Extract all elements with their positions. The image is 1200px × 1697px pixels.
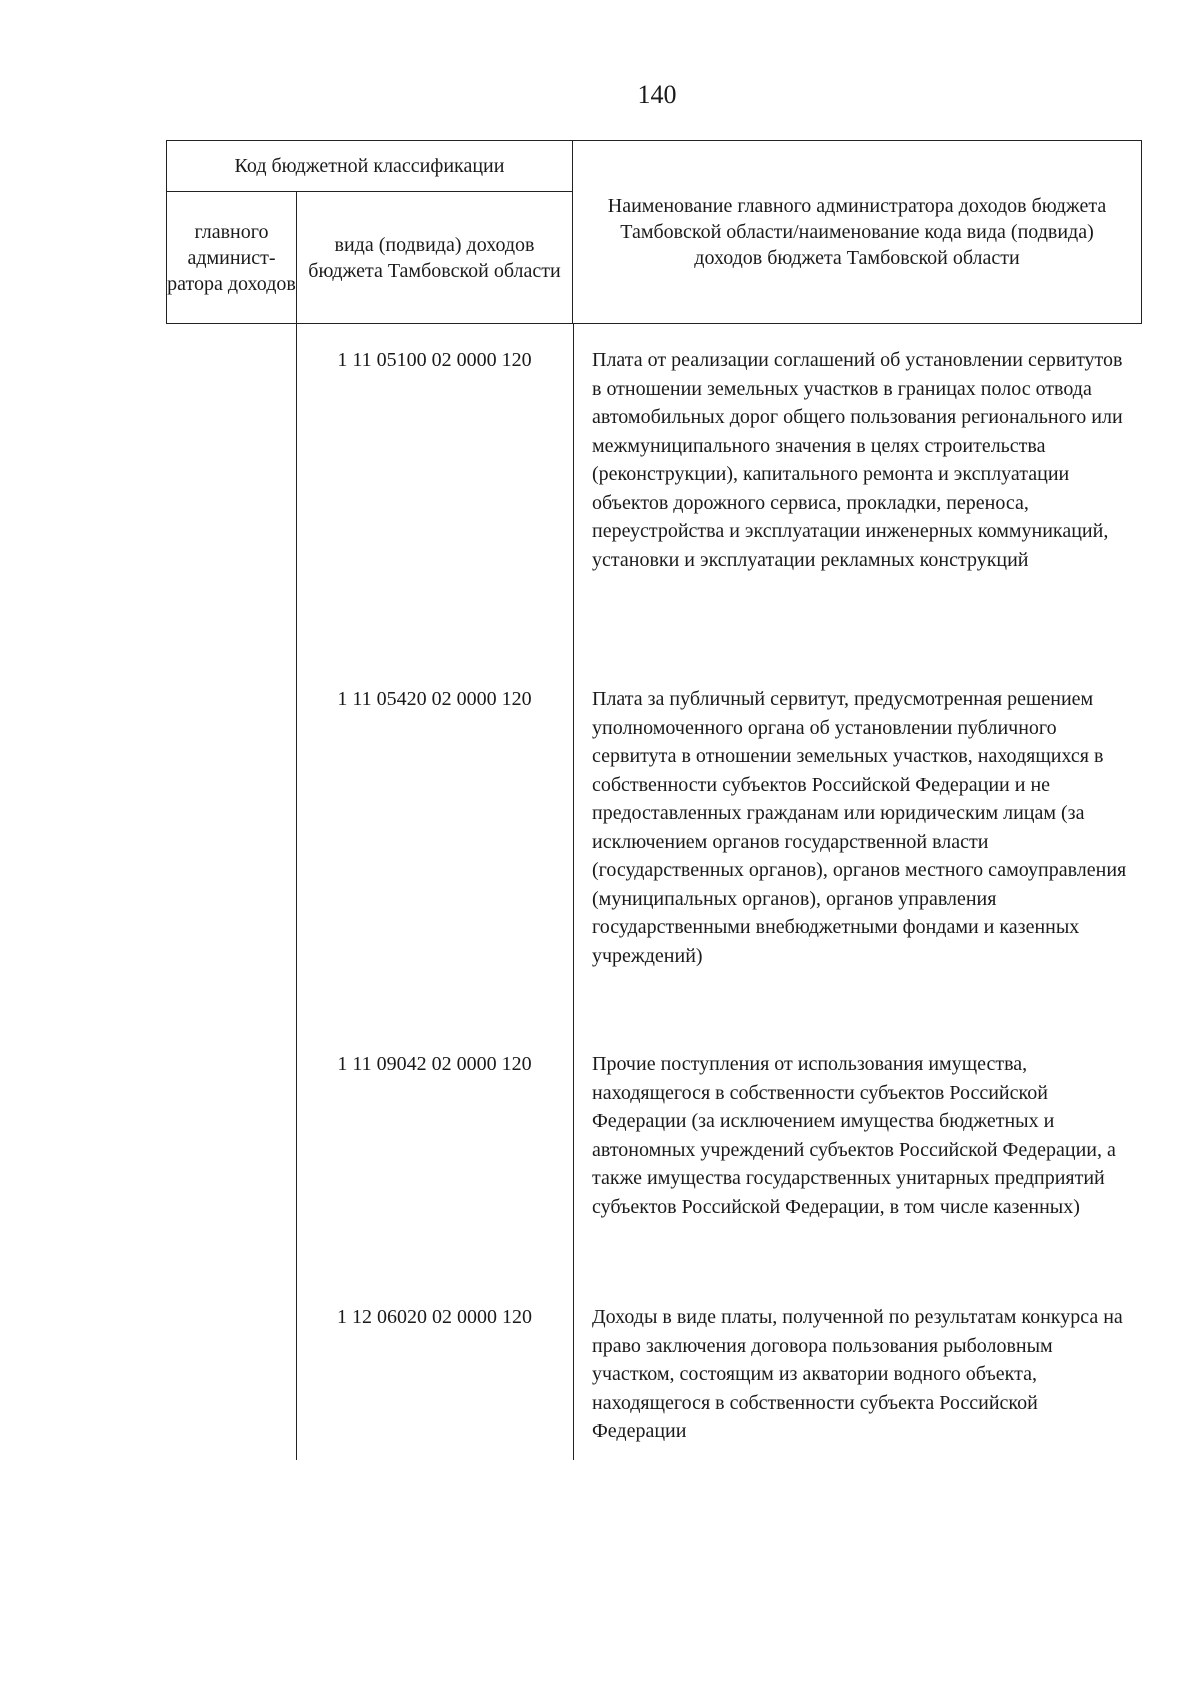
income-name: Прочие поступления от использования имущества, находящегося в собственности субъектов Российской Федерации (за исключением имущества бюджетных и автономных учреждений субъектов Российской Федерации, а также имущества государственных унитарных предприятий субъектов Российской Федерации, в том числе казенных) — [592, 1053, 1116, 1218]
income-code: 1 11 09042 02 0000 120 — [337, 1053, 532, 1075]
column-divider — [296, 324, 297, 1460]
income-code: 1 11 05100 02 0000 120 — [337, 349, 532, 371]
header-group-label: Код бюджетной классификации — [234, 155, 505, 177]
income-name: Плата от реализации соглашений об установлении сервитутов в отношении земельных участков в границах полос отвода автомобильных дорог общего пользования регионального или межмуниципального значения в целях строительства (реконструкции), капитального ремонта и эксплуатации объектов дорожного сервиса, прокладки, переноса, переустройства и эксплуатации инженерных коммуникаций, установки и эксплуатации рекламных конструкций — [592, 349, 1123, 571]
income-code: 1 11 05420 02 0000 120 — [337, 688, 532, 710]
column-divider — [573, 324, 574, 1460]
header-admin-label: главного админист-ратора доходов — [167, 221, 296, 295]
header-name-label: Наименование главного администратора доходов бюджета Тамбовской области/наименование кода вида (подвида) доходов бюджета Тамбовской области — [607, 195, 1107, 269]
table-header — [166, 140, 1142, 324]
income-code: 1 12 06020 02 0000 120 — [337, 1306, 532, 1328]
header-code-label: вида (подвида) доходов бюджета Тамбовской области — [308, 234, 561, 282]
page-number: 140 — [637, 80, 677, 109]
income-name: Плата за публичный сервитут, предусмотренная решением уполномоченного органа об установлении публичного сервитута в отношении земельных участков, находящихся в собственности субъектов Российской Федерации и не предоставленных гражданам или юридическим лицам (за исключением органов государственной власти (государственных органов), органов местного самоуправления (муниципальных органов), органов управления государственными внебюджетными фондами и казенных учреждений) — [592, 688, 1127, 967]
income-name: Доходы в виде платы, полученной по результатам конкурса на право заключения договора пользования рыболовным участком, состоящим из акватории водного объекта, находящегося в собственности субъекта Российской Федерации — [592, 1306, 1123, 1442]
